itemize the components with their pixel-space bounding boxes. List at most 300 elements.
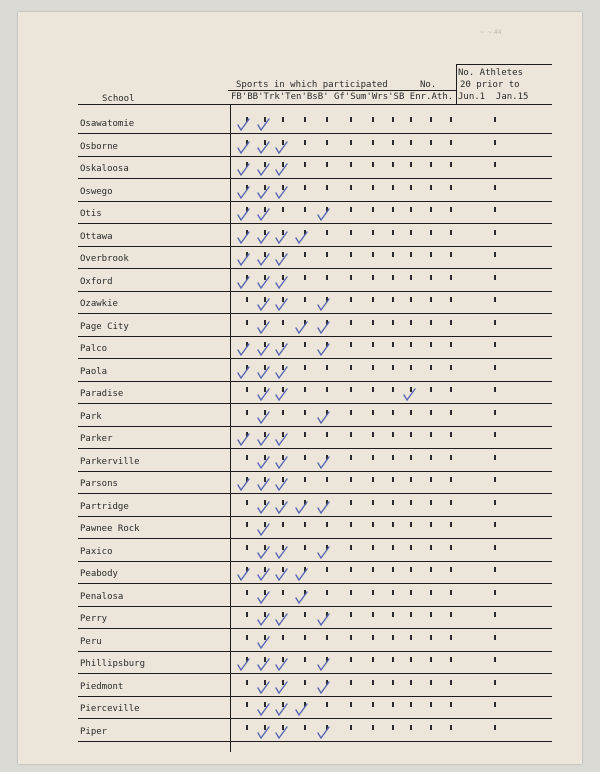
column-separator-mark xyxy=(246,320,248,325)
column-separator-mark xyxy=(494,207,496,212)
column-separator-mark xyxy=(410,545,412,550)
column-separator-mark xyxy=(410,500,412,505)
column-separator-mark xyxy=(326,567,328,572)
column-separator-mark xyxy=(494,455,496,460)
school-name: Paola xyxy=(80,366,108,377)
school-name: Osawatomie xyxy=(80,119,135,129)
checkmark-icon xyxy=(317,726,331,740)
column-separator-mark xyxy=(304,657,306,662)
checkmark-icon xyxy=(275,343,289,357)
checkmark-icon xyxy=(257,568,271,582)
row-rule xyxy=(78,673,552,674)
checkmark-icon xyxy=(317,298,331,312)
column-separator-mark xyxy=(392,455,394,460)
column-separator-mark xyxy=(392,162,394,167)
checkmark-icon xyxy=(237,276,251,290)
column-separator-mark xyxy=(494,725,496,730)
school-name: Ottawa xyxy=(80,231,113,242)
column-separator-mark xyxy=(350,185,352,190)
column-separator-mark xyxy=(372,230,374,235)
column-separator-mark xyxy=(246,545,248,550)
column-separator-mark xyxy=(410,567,412,572)
column-separator-mark xyxy=(430,320,432,325)
checkmark-icon xyxy=(237,366,251,380)
school-name: Overbrook xyxy=(80,254,129,264)
school-name: Peabody xyxy=(80,569,118,579)
column-separator-mark xyxy=(282,522,284,527)
column-separator-mark xyxy=(282,635,284,640)
row-rule xyxy=(78,156,552,157)
column-separator-mark xyxy=(246,297,248,302)
checkmark-icon xyxy=(257,433,271,447)
column-separator-mark xyxy=(450,275,452,280)
column-separator-mark xyxy=(450,117,452,122)
school-name: Page City xyxy=(80,321,129,332)
column-separator-mark xyxy=(392,207,394,212)
column-separator-mark xyxy=(350,500,352,505)
column-separator-mark xyxy=(392,275,394,280)
checkmark-icon xyxy=(275,568,289,582)
checkmark-icon xyxy=(275,276,289,290)
column-separator-mark xyxy=(450,500,452,505)
column-separator-mark xyxy=(304,162,306,167)
no-header: No. xyxy=(420,80,437,90)
row-rule xyxy=(78,516,552,517)
column-separator-mark xyxy=(410,342,412,347)
school-name: Osborne xyxy=(80,141,118,152)
column-separator-mark xyxy=(494,185,496,190)
column-separator-mark xyxy=(304,185,306,190)
column-separator-mark xyxy=(392,297,394,302)
school-name: Otis xyxy=(80,209,102,219)
row-rule xyxy=(78,291,552,292)
column-separator-mark xyxy=(450,590,452,595)
column-separator-mark xyxy=(372,117,374,122)
column-separator-mark xyxy=(430,432,432,437)
column-separator-mark xyxy=(304,455,306,460)
row-rule xyxy=(78,628,552,629)
column-separator-mark xyxy=(494,252,496,257)
column-separator-mark xyxy=(372,275,374,280)
column-separator-mark xyxy=(304,342,306,347)
school-name: Parsons xyxy=(80,479,118,489)
checkmark-icon xyxy=(257,186,271,200)
checkmark-icon xyxy=(295,703,309,717)
column-separator-mark xyxy=(350,410,352,415)
row-rule xyxy=(78,201,552,202)
column-separator-mark xyxy=(430,590,432,595)
column-separator-mark xyxy=(350,162,352,167)
school-name: Paxico xyxy=(80,546,113,557)
checkmark-icon xyxy=(237,478,251,492)
column-separator-mark xyxy=(372,432,374,437)
column-separator-mark xyxy=(494,635,496,640)
school-name: Oxford xyxy=(80,276,113,287)
column-separator-mark xyxy=(392,725,394,730)
column-separator-mark xyxy=(350,117,352,122)
column-separator-mark xyxy=(392,522,394,527)
column-separator-mark xyxy=(392,590,394,595)
checkmark-icon xyxy=(257,613,271,627)
checkmark-icon xyxy=(257,118,271,132)
pencil-note: ~ ~ 44 xyxy=(480,29,502,36)
column-separator-mark xyxy=(410,680,412,685)
row-rule xyxy=(78,358,552,359)
column-separator-mark xyxy=(372,207,374,212)
column-separator-mark xyxy=(450,162,452,167)
column-separator-mark xyxy=(430,567,432,572)
column-separator-mark xyxy=(246,680,248,685)
column-separator-mark xyxy=(450,140,452,145)
column-separator-mark xyxy=(350,702,352,707)
column-separator-mark xyxy=(350,590,352,595)
column-separator-mark xyxy=(430,297,432,302)
column-separator-mark xyxy=(410,635,412,640)
column-separator-mark xyxy=(494,320,496,325)
column-separator-mark xyxy=(430,275,432,280)
column-separator-mark xyxy=(410,455,412,460)
row-rule xyxy=(78,246,552,247)
column-separator-mark xyxy=(372,185,374,190)
checkmark-icon xyxy=(257,163,271,177)
column-separator-mark xyxy=(326,140,328,145)
column-separator-mark xyxy=(326,702,328,707)
column-separator-mark xyxy=(494,387,496,392)
column-separator-mark xyxy=(430,522,432,527)
checkmark-icon xyxy=(257,478,271,492)
checkmark-icon xyxy=(295,591,309,605)
column-separator-mark xyxy=(392,500,394,505)
checkmark-icon xyxy=(257,231,271,245)
column-separator-mark xyxy=(350,612,352,617)
column-separator-mark xyxy=(326,230,328,235)
checkmark-icon xyxy=(257,411,271,425)
column-separator-mark xyxy=(326,117,328,122)
column-separator-mark xyxy=(430,635,432,640)
checkmark-icon xyxy=(237,253,251,267)
header-bottom-rule xyxy=(78,104,552,105)
checkmark-icon xyxy=(275,456,289,470)
column-separator-mark xyxy=(392,252,394,257)
column-separator-mark xyxy=(450,680,452,685)
column-separator-mark xyxy=(410,252,412,257)
column-separator-mark xyxy=(430,207,432,212)
column-separator-mark xyxy=(246,522,248,527)
column-separator-mark xyxy=(410,477,412,482)
column-separator-mark xyxy=(450,207,452,212)
column-separator-mark xyxy=(430,545,432,550)
column-separator-mark xyxy=(450,185,452,190)
column-separator-mark xyxy=(282,590,284,595)
column-separator-mark xyxy=(282,410,284,415)
document-sheet xyxy=(18,12,582,764)
column-separator-mark xyxy=(494,680,496,685)
column-separator-mark xyxy=(450,342,452,347)
column-separator-mark xyxy=(326,590,328,595)
column-separator-mark xyxy=(410,410,412,415)
column-separator-mark xyxy=(430,342,432,347)
column-separator-mark xyxy=(246,410,248,415)
sports-header: Sports in which participated xyxy=(236,80,388,90)
school-name: Park xyxy=(80,411,102,422)
checkmark-icon xyxy=(257,366,271,380)
column-separator-mark xyxy=(430,680,432,685)
checkmark-icon xyxy=(237,658,251,672)
column-separator-mark xyxy=(350,297,352,302)
school-name: Pawnee Rock xyxy=(80,524,140,534)
column-separator-mark xyxy=(392,140,394,145)
column-separator-mark xyxy=(392,432,394,437)
column-separator-mark xyxy=(282,117,284,122)
column-separator-mark xyxy=(350,275,352,280)
column-separator-mark xyxy=(392,342,394,347)
column-separator-mark xyxy=(430,162,432,167)
column-separator-mark xyxy=(494,162,496,167)
row-rule xyxy=(78,178,552,179)
checkmark-icon xyxy=(257,681,271,695)
column-separator-mark xyxy=(450,702,452,707)
column-separator-mark xyxy=(304,612,306,617)
column-separator-mark xyxy=(430,455,432,460)
column-separator-mark xyxy=(450,230,452,235)
column-separator-mark xyxy=(430,410,432,415)
column-separator-mark xyxy=(450,455,452,460)
column-separator-mark xyxy=(372,725,374,730)
column-separator-mark xyxy=(304,252,306,257)
school-name: Oswego xyxy=(80,186,113,197)
column-separator-mark xyxy=(246,500,248,505)
column-separator-mark xyxy=(372,140,374,145)
column-separator-mark xyxy=(304,522,306,527)
column-separator-mark xyxy=(304,477,306,482)
column-separator-mark xyxy=(326,635,328,640)
checkmark-icon xyxy=(257,591,271,605)
column-separator-mark xyxy=(372,342,374,347)
column-separator-mark xyxy=(246,725,248,730)
column-separator-mark xyxy=(304,432,306,437)
column-separator-mark xyxy=(392,635,394,640)
school-name: Perry xyxy=(80,614,108,624)
checkmark-icon xyxy=(237,118,251,132)
column-separator-mark xyxy=(350,567,352,572)
column-separator-mark xyxy=(450,612,452,617)
checkmark-icon xyxy=(317,343,331,357)
column-separator-mark xyxy=(494,545,496,550)
checkmark-icon xyxy=(317,501,331,515)
column-separator-mark xyxy=(450,320,452,325)
column-separator-mark xyxy=(410,207,412,212)
column-separator-mark xyxy=(246,387,248,392)
column-separator-mark xyxy=(304,140,306,145)
checkmark-icon xyxy=(275,613,289,627)
column-separator-mark xyxy=(326,162,328,167)
checkmark-icon xyxy=(257,523,271,537)
checkmark-icon xyxy=(237,568,251,582)
row-rule xyxy=(78,493,552,494)
column-separator-mark xyxy=(450,657,452,662)
checkmark-icon xyxy=(257,253,271,267)
checkmark-icon xyxy=(257,208,271,222)
checkmark-icon xyxy=(275,703,289,717)
column-separator-mark xyxy=(410,162,412,167)
column-separator-mark xyxy=(494,612,496,617)
column-separator-mark xyxy=(350,140,352,145)
column-separator-mark xyxy=(372,522,374,527)
checkmark-icon xyxy=(275,366,289,380)
checkmark-icon xyxy=(403,388,417,402)
checkmark-icon xyxy=(295,568,309,582)
checkmark-icon xyxy=(275,141,289,155)
column-separator-mark xyxy=(350,320,352,325)
school-name: Paradise xyxy=(80,389,124,399)
column-separator-mark xyxy=(246,702,248,707)
column-separator-mark xyxy=(494,567,496,572)
column-separator-mark xyxy=(350,522,352,527)
checkmark-icon xyxy=(257,343,271,357)
columns-header: FB'BB'Trk'Ten'BsB' Gf'Sum'Wrs'SB Enr.Ath. xyxy=(231,92,454,102)
checkmark-icon xyxy=(295,231,309,245)
row-rule xyxy=(78,471,552,472)
row-rule xyxy=(78,381,552,382)
column-separator-mark xyxy=(246,455,248,460)
column-separator-mark xyxy=(450,725,452,730)
column-separator-mark xyxy=(392,567,394,572)
checkmark-icon xyxy=(275,186,289,200)
column-separator-mark xyxy=(494,140,496,145)
checkmark-icon xyxy=(275,726,289,740)
checkmark-icon xyxy=(257,298,271,312)
row-rule xyxy=(78,561,552,562)
column-separator-mark xyxy=(392,410,394,415)
column-separator-mark xyxy=(410,657,412,662)
school-name: Parker xyxy=(80,434,113,444)
column-separator-mark xyxy=(392,185,394,190)
column-separator-mark xyxy=(450,432,452,437)
school-name: Phillipsburg xyxy=(80,659,146,669)
column-separator-mark xyxy=(350,680,352,685)
column-separator-mark xyxy=(410,230,412,235)
checkmark-icon xyxy=(317,658,331,672)
column-separator-mark xyxy=(450,297,452,302)
column-separator-mark xyxy=(392,612,394,617)
checkmark-icon xyxy=(317,613,331,627)
checkmark-icon xyxy=(237,163,251,177)
athletes-header-line1: No. Athletes xyxy=(458,68,524,78)
column-separator-mark xyxy=(372,320,374,325)
checkmark-icon xyxy=(317,321,331,335)
column-separator-mark xyxy=(430,702,432,707)
checkmark-icon xyxy=(317,456,331,470)
row-rule xyxy=(78,538,552,539)
column-separator-mark xyxy=(450,635,452,640)
checkmark-icon xyxy=(317,546,331,560)
column-separator-mark xyxy=(350,432,352,437)
column-separator-mark xyxy=(326,522,328,527)
athletes-header-line3: Jun.1 Jan.15 xyxy=(458,92,529,102)
checkmark-icon xyxy=(237,141,251,155)
column-separator-mark xyxy=(282,207,284,212)
checkmark-icon xyxy=(237,433,251,447)
column-separator-mark xyxy=(304,410,306,415)
column-separator-mark xyxy=(392,387,394,392)
column-separator-mark xyxy=(372,455,374,460)
column-separator-mark xyxy=(372,410,374,415)
column-separator-mark xyxy=(392,657,394,662)
checkmark-icon xyxy=(257,141,271,155)
row-rule xyxy=(78,403,552,404)
checkmark-icon xyxy=(275,253,289,267)
column-separator-mark xyxy=(350,207,352,212)
column-separator-mark xyxy=(372,702,374,707)
column-separator-mark xyxy=(372,500,374,505)
column-separator-mark xyxy=(410,140,412,145)
athletes-header-divider xyxy=(456,64,457,104)
column-separator-mark xyxy=(350,657,352,662)
checkmark-icon xyxy=(257,321,271,335)
column-separator-mark xyxy=(494,410,496,415)
column-separator-mark xyxy=(326,185,328,190)
row-rule xyxy=(78,448,552,449)
column-separator-mark xyxy=(372,567,374,572)
row-rule xyxy=(78,268,552,269)
row-rule xyxy=(78,741,552,742)
column-separator-mark xyxy=(326,252,328,257)
row-rule xyxy=(78,223,552,224)
checkmark-icon xyxy=(257,726,271,740)
checkmark-icon xyxy=(275,388,289,402)
column-separator-mark xyxy=(350,387,352,392)
column-separator-mark xyxy=(372,477,374,482)
column-separator-mark xyxy=(350,477,352,482)
column-separator-mark xyxy=(372,365,374,370)
column-separator-mark xyxy=(494,590,496,595)
column-separator-mark xyxy=(430,252,432,257)
school-name: Penalosa xyxy=(80,591,124,602)
column-separator-mark xyxy=(494,657,496,662)
column-separator-mark xyxy=(246,590,248,595)
column-separator-mark xyxy=(494,500,496,505)
column-separator-mark xyxy=(392,477,394,482)
column-separator-mark xyxy=(304,365,306,370)
column-separator-mark xyxy=(372,297,374,302)
athletes-top-rule xyxy=(456,64,552,65)
checkmark-icon xyxy=(275,501,289,515)
school-name: Piper xyxy=(80,726,108,737)
column-separator-mark xyxy=(350,545,352,550)
school-name: Peru xyxy=(80,636,102,647)
checkmark-icon xyxy=(275,546,289,560)
row-rule xyxy=(78,583,552,584)
column-separator-mark xyxy=(410,185,412,190)
checkmark-icon xyxy=(257,703,271,717)
column-separator-mark xyxy=(372,680,374,685)
column-separator-mark xyxy=(450,567,452,572)
column-separator-mark xyxy=(450,522,452,527)
column-separator-mark xyxy=(430,612,432,617)
column-separator-mark xyxy=(326,387,328,392)
row-rule xyxy=(78,651,552,652)
column-separator-mark xyxy=(450,387,452,392)
school-name: Parkerville xyxy=(80,456,140,467)
column-separator-mark xyxy=(246,612,248,617)
column-separator-mark xyxy=(410,365,412,370)
column-separator-mark xyxy=(430,185,432,190)
column-separator-mark xyxy=(410,725,412,730)
column-separator-mark xyxy=(410,590,412,595)
column-separator-mark xyxy=(450,477,452,482)
row-rule xyxy=(78,313,552,314)
row-rule xyxy=(78,133,552,134)
